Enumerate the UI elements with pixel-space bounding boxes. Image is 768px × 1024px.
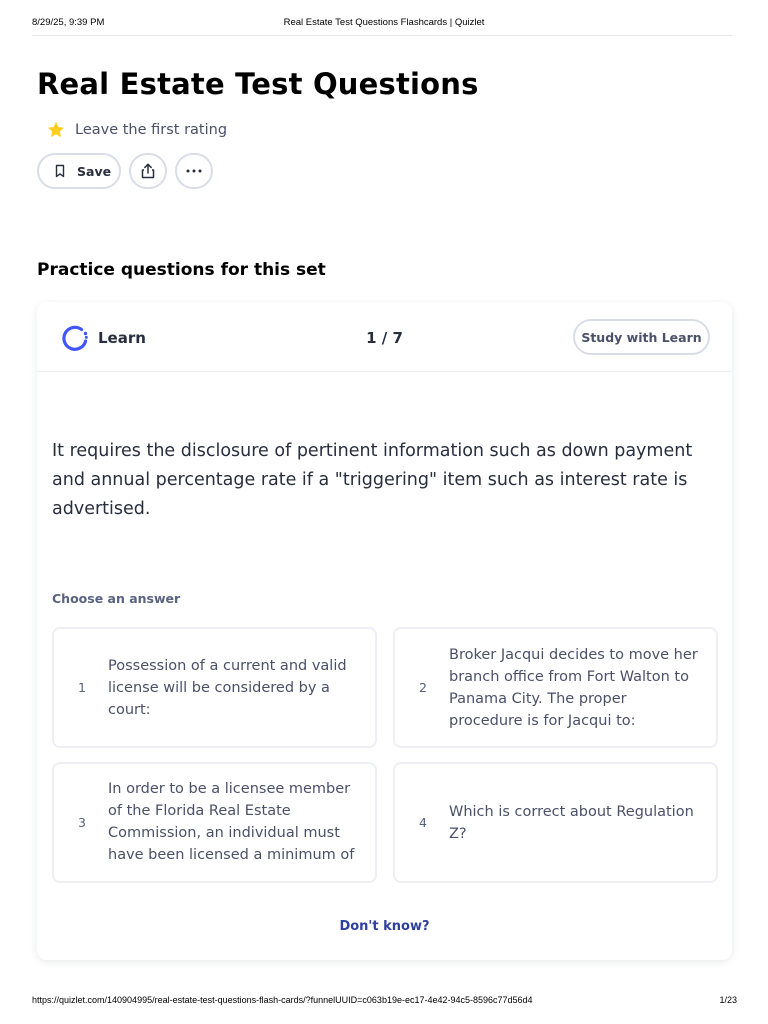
study-with-learn-button[interactable]: Study with Learn [573, 319, 710, 355]
choose-answer-label: Choose an answer [52, 591, 181, 606]
answer-text: Which is correct about Regulation Z? [449, 803, 694, 842]
answer-number: 3 [78, 815, 86, 830]
bookmark-icon [53, 164, 67, 178]
question-text: It requires the disclosure of pertinent information such as down payment and annual percentage rate if a "triggering" item such as interest rate is advertised. [52, 441, 693, 519]
save-button-label: Save [77, 163, 112, 179]
print-url: https://quizlet.com/140904995/real-estate-test-questions-flash-cards/?funnelUUID=c063b19e-ec17-4e42-94c5-8596c77d56d4 [32, 995, 533, 1005]
answer-option-4[interactable] [393, 762, 718, 883]
more-icon [185, 168, 203, 174]
answer-option-2[interactable] [393, 627, 718, 748]
learn-card-header [37, 302, 732, 372]
print-header [32, 17, 736, 29]
print-divider [32, 35, 732, 36]
page-title: Real Estate Test Questions [37, 67, 479, 101]
print-page-count: 1/23 [719, 995, 737, 1005]
rating-label: Leave the first rating [75, 122, 228, 138]
answer-number: 4 [419, 815, 427, 830]
answer-option-3[interactable] [52, 762, 377, 883]
answer-option-1[interactable] [52, 627, 377, 748]
question-progress: 1 / 7 [366, 329, 403, 347]
answer-text: In order to be a licensee member of the Florida Real Estate Commission, an individual must have been licensed a minimum of [108, 781, 355, 863]
star-icon [46, 120, 66, 140]
learn-mode-label: Learn [98, 329, 146, 347]
share-button[interactable] [129, 153, 167, 189]
rating-link[interactable] [46, 120, 227, 140]
dont-know-link[interactable]: Don't know? [339, 919, 430, 934]
learn-card [37, 302, 732, 960]
answer-text: Possession of a current and valid license will be considered by a court: [108, 657, 347, 718]
answer-number: 2 [419, 680, 427, 695]
print-doc-title: Real Estate Test Questions Flashcards | Quizlet [283, 17, 485, 28]
answer-number: 1 [78, 680, 86, 695]
print-datetime: 8/29/25, 9:39 PM [32, 17, 105, 28]
practice-section-title: Practice questions for this set [37, 260, 326, 280]
more-options-button[interactable] [175, 153, 213, 189]
save-button[interactable] [37, 153, 121, 189]
action-row [37, 153, 213, 189]
answer-text: Broker Jacqui decides to move her branch office from Fort Walton to Panama City. The proper procedure is for Jacqui to: [449, 646, 698, 729]
share-icon [139, 162, 157, 180]
